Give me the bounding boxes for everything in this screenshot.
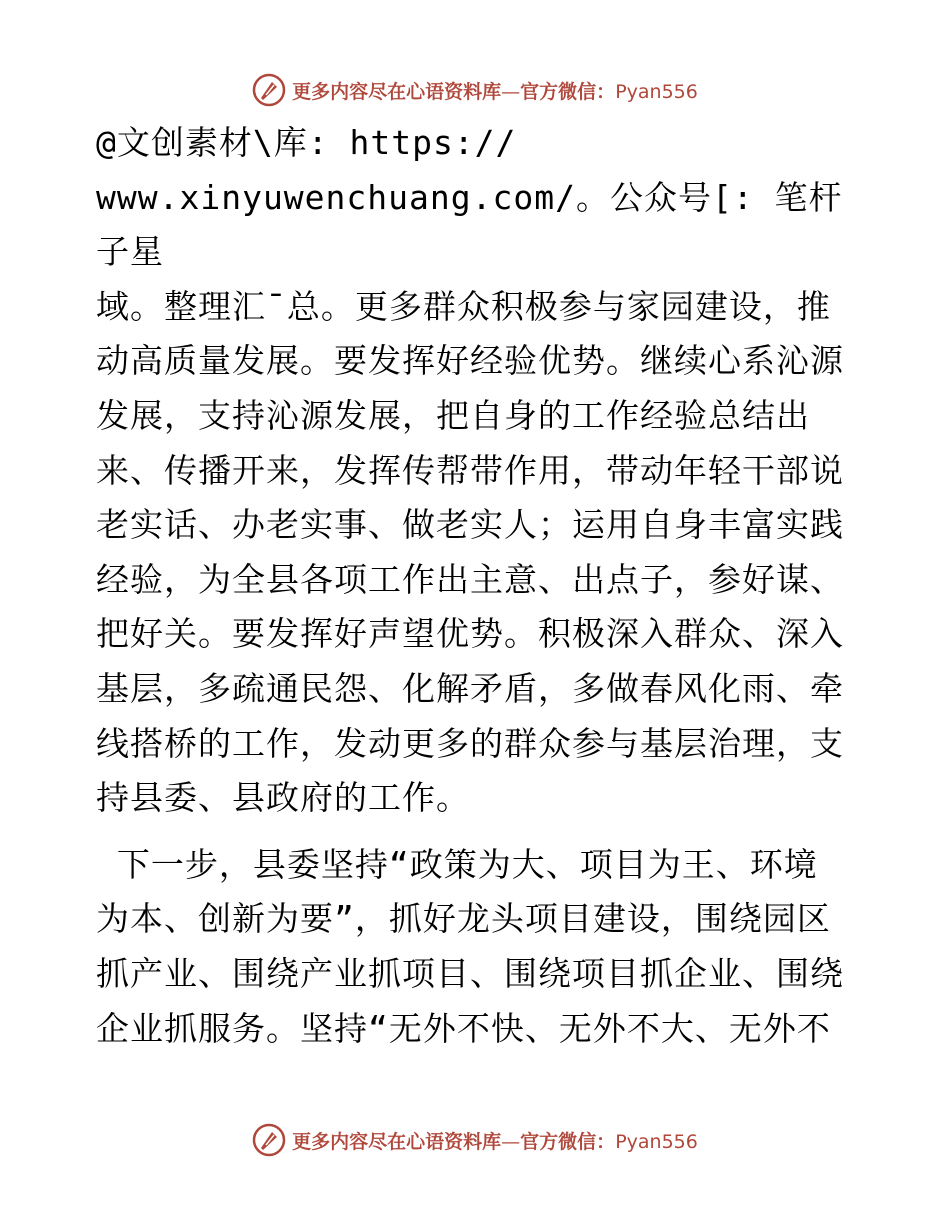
pen-nib-logo-icon [252,73,286,107]
footer-site-text: 更多内容尽在心语资料库 [292,1130,502,1153]
header-account: Pyan556 [615,80,698,103]
footer-banner-text [292,1127,698,1154]
footer-official-label: 官方微信： [520,1130,616,1153]
header-banner [0,70,950,110]
header-official-label: 官方微信： [520,80,616,103]
paragraph-2: 下一步，县委坚持“政策为大、项目为王、环境 为本、创新为要”，抓好龙头项目建设，围绕园区 抓产业、围绕产业抓项目、围绕项目抓企业、围绕 企业抓服务。坚持“无外不快、无外不大、无外不 [96,844,844,1048]
footer-banner [0,1120,950,1160]
header-site-text: 更多内容尽在心语资料库 [292,80,502,103]
footer-separator: — [501,1130,521,1153]
paragraph-1: @文创素材\库: https:// www.xinyuwenchuang.com/。公众号[: 笔杆子星 域。整理汇¯总。更多群众积极参与家园建设，推 动高质量发展。要发挥好经验优势。继续心系沁源 发展，支持沁源发展，把自身的工作经验总结出 来、传播开来，发挥传帮带作用，带动年轻干部说 老实话、办老实事、做老实人；运用自身丰富实践 经验，为全县各项工作出主意、出点子，参好谋、 把好关。要发挥好声望优势。积极深入群众、深入 基层，多疏通民怨、化解矛盾，多做春风化雨、牵 线搭桥的工作，发动更多的群众参与基层治理，支 持县委、县政府的工作。 [96,123,844,818]
document-body [96,116,856,1056]
pen-nib-logo-icon [252,1123,286,1157]
header-separator: — [501,80,521,103]
footer-account: Pyan556 [615,1130,698,1153]
header-banner-text [292,77,698,104]
